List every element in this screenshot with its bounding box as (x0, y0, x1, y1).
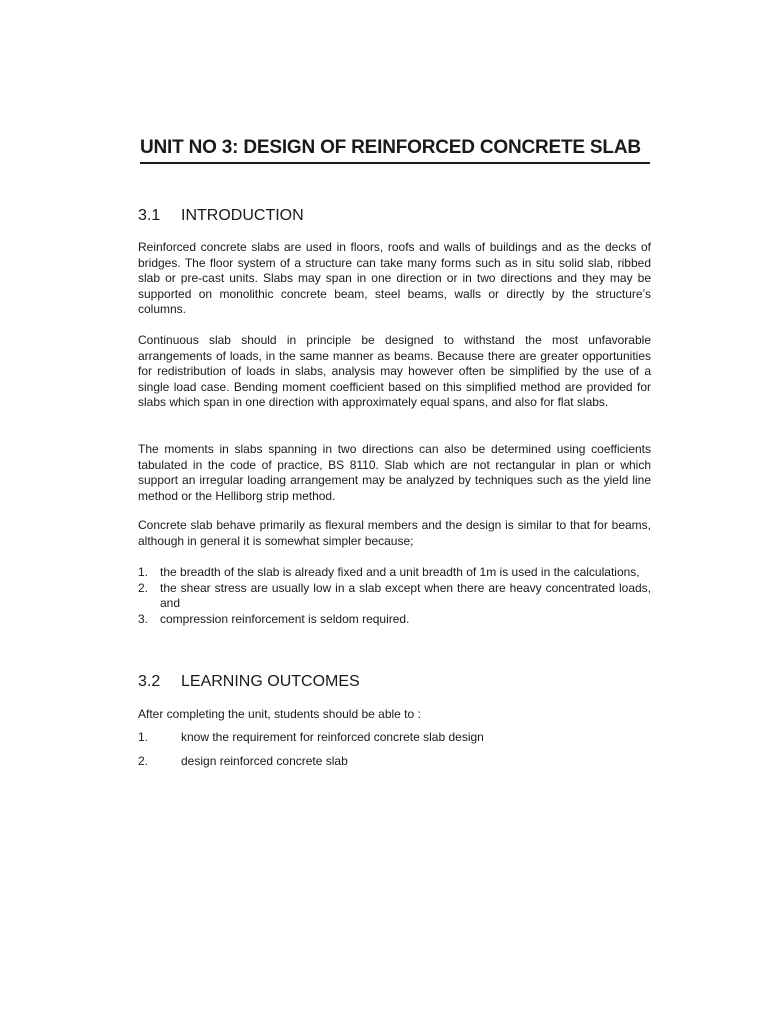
title-underline (140, 162, 650, 164)
outcomes-intro: After completing the unit, students should be able to : (138, 707, 421, 721)
list-marker: 1. (138, 565, 149, 579)
list-item (138, 565, 651, 581)
section-title: LEARNING OUTCOMES (181, 673, 360, 690)
section-heading-introduction (138, 206, 304, 226)
outcome-item (138, 754, 348, 770)
list-item (138, 612, 651, 628)
list-marker: 3. (138, 611, 149, 626)
unit-title: UNIT NO 3: DESIGN OF REINFORCED CONCRETE SLAB (140, 137, 641, 158)
outcome-item (138, 730, 484, 746)
outcome-marker: 2. (138, 754, 149, 768)
section-heading-learning-outcomes (138, 672, 360, 692)
list-item-text: the shear stress are usually low in a slab except when there are heavy concentrated loads, and (160, 580, 651, 610)
outcome-text: design reinforced concrete slab (181, 754, 348, 768)
intro-paragraph-2: Continuous slab should in principle be designed to withstand the most unfavorable arrangements of loads, in the same manner as beams. Because there are greater opportunities for redistribution of loads in slabs, analysis may however often be simplified by the use of a single load case. Bending moment coefficient based on this simplified method are provided for slabs which span in one direction with approximately equal spans, and also for flat slabs. (138, 333, 651, 409)
section-title: INTRODUCTION (181, 207, 304, 224)
intro-paragraph-4: Concrete slab behave primarily as flexural members and the design is similar to that for beams, although in general it is somewhat simpler because; (138, 518, 651, 548)
list-marker: 2. (138, 580, 149, 595)
list-item-text: compression reinforcement is seldom required. (160, 611, 410, 626)
section-number: 3.1 (138, 207, 161, 224)
reasons-list (138, 565, 651, 627)
intro-paragraph-1: Reinforced concrete slabs are used in floors, roofs and walls of buildings and as the decks of bridges. The floor system of a structure can take many forms such as in situ solid slab, ribbed slab or pre-cast units. Slabs may span in one direction or in two directions and they may be supported on monolithic concrete beam, steel beams, walls or directly by the structure’s columns. (138, 240, 651, 316)
list-item-text: the breadth of the slab is already fixed and a unit breadth of 1m is used in the calculations, (160, 565, 640, 579)
intro-paragraph-3: The moments in slabs spanning in two directions can also be determined using coefficients tabulated in the code of practice, BS 8110. Slab which are not rectangular in plan or which support an irregular loading arrangement may be analyzed by techniques such as the yield line method or the Helliborg strip method. (138, 442, 651, 503)
section-number: 3.2 (138, 673, 161, 690)
outcome-text: know the requirement for reinforced concrete slab design (181, 730, 484, 744)
outcome-marker: 1. (138, 730, 149, 744)
list-item (138, 581, 651, 612)
